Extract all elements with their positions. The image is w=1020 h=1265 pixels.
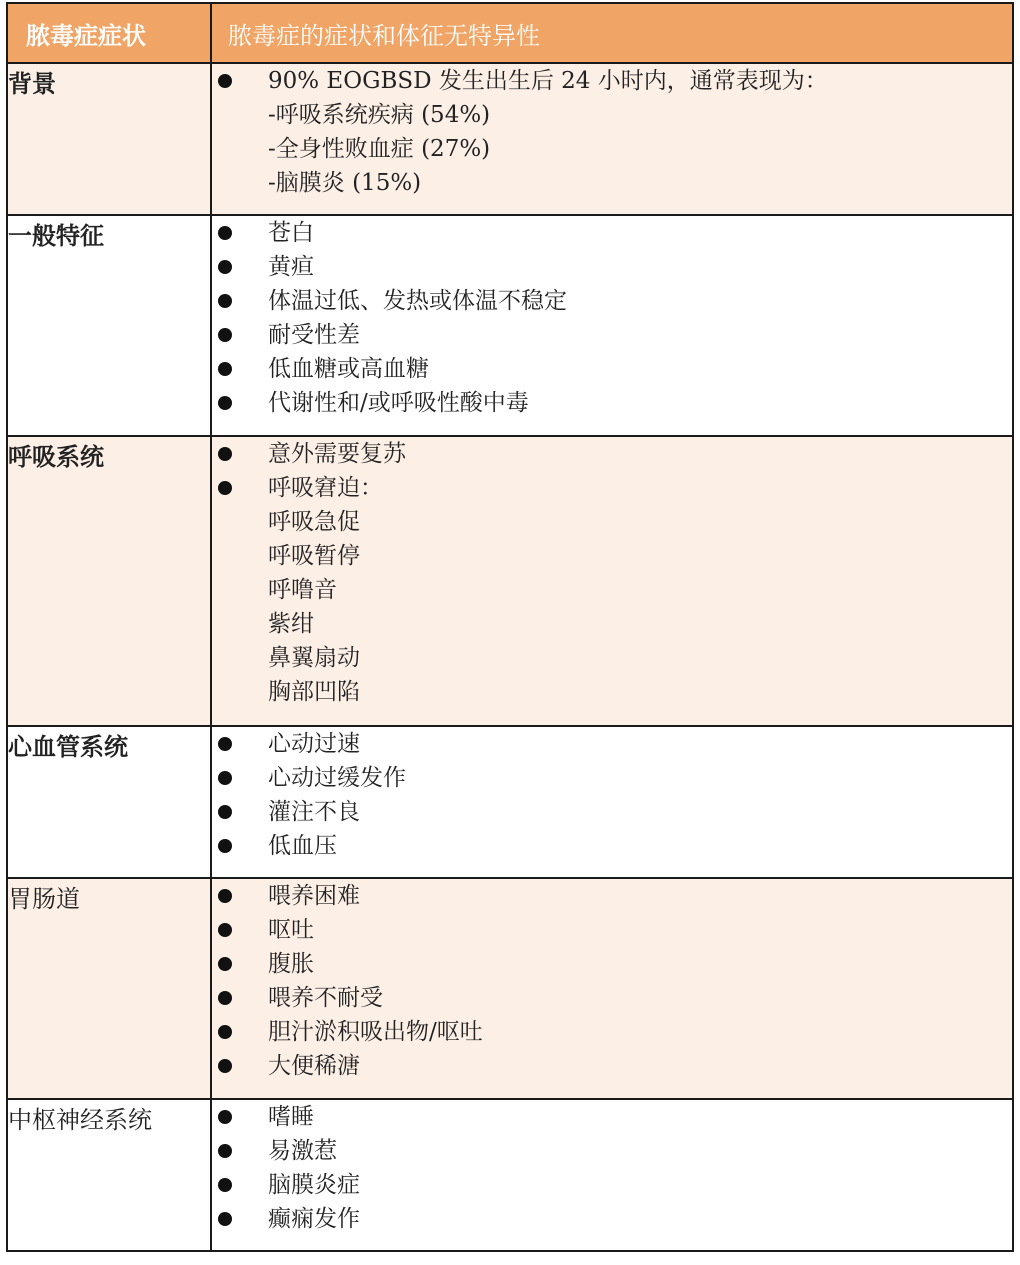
list-item bbox=[212, 913, 1012, 947]
bullet-icon bbox=[218, 74, 232, 88]
list-item-text: 易激惹 bbox=[268, 1138, 337, 1164]
list-item-text: 灌注不良 bbox=[268, 799, 360, 825]
list-item-text: 腹胀 bbox=[268, 951, 314, 977]
list-item-text: 嗜睡 bbox=[268, 1104, 314, 1130]
list-item-text: 体温过低、发热或体温不稳定 bbox=[268, 288, 567, 314]
category-cell: 背景 bbox=[7, 63, 211, 215]
bullet-icon bbox=[218, 737, 232, 751]
list-item-text: 代谢性和/或呼吸性酸中毒 bbox=[268, 390, 529, 416]
list-item bbox=[212, 1134, 1012, 1168]
category-cell: 心血管系统 bbox=[7, 726, 211, 878]
table-row bbox=[7, 1099, 1013, 1251]
header-description: 脓毒症的症状和体征无特异性 bbox=[211, 3, 1013, 63]
bullet-icon bbox=[218, 362, 232, 376]
bullet-icon bbox=[218, 991, 232, 1005]
bullet-icon bbox=[218, 447, 232, 461]
list-item bbox=[212, 505, 1012, 539]
list-item-text: -全身性败血症 (27%) bbox=[268, 136, 491, 162]
symptom-list-cell bbox=[211, 1099, 1013, 1251]
list-item-text: 喂养困难 bbox=[268, 883, 360, 909]
table-row bbox=[7, 878, 1013, 1099]
list-item-text: 喂养不耐受 bbox=[268, 985, 383, 1011]
list-item bbox=[212, 675, 1012, 709]
symptom-list-cell bbox=[211, 63, 1013, 215]
bullet-icon bbox=[218, 1144, 232, 1158]
bullet-icon bbox=[218, 1178, 232, 1192]
list-item bbox=[212, 947, 1012, 981]
list-item bbox=[212, 761, 1012, 795]
list-item bbox=[212, 1015, 1012, 1049]
table-row bbox=[7, 215, 1013, 436]
list-item bbox=[212, 132, 1012, 166]
list-item bbox=[212, 318, 1012, 352]
list-item bbox=[212, 795, 1012, 829]
list-item bbox=[212, 284, 1012, 318]
list-item-text: 呕吐 bbox=[268, 917, 314, 943]
list-item bbox=[212, 166, 1012, 200]
list-item-text: 90% EOGBSD 发生出生后 24 小时内，通常表现为： bbox=[268, 68, 828, 94]
list-item bbox=[212, 1049, 1012, 1083]
bullet-icon bbox=[218, 481, 232, 495]
symptom-table bbox=[6, 2, 1014, 1252]
list-item bbox=[212, 727, 1012, 761]
list-item-text: 呼吸窘迫： bbox=[268, 475, 383, 501]
bullet-icon bbox=[218, 771, 232, 785]
list-item bbox=[212, 352, 1012, 386]
table-row bbox=[7, 436, 1013, 726]
list-item bbox=[212, 1202, 1012, 1236]
list-item bbox=[212, 437, 1012, 471]
list-item-text: 大便稀溏 bbox=[268, 1053, 360, 1079]
bullet-icon bbox=[218, 260, 232, 274]
list-item-text: 脑膜炎症 bbox=[268, 1172, 360, 1198]
list-item-text: 胸部凹陷 bbox=[268, 679, 360, 705]
table-row bbox=[7, 63, 1013, 215]
bullet-icon bbox=[218, 226, 232, 240]
bullet-icon bbox=[218, 957, 232, 971]
list-item-text: 低血糖或高血糖 bbox=[268, 356, 429, 382]
list-item-text: 苍白 bbox=[268, 220, 314, 246]
bullet-icon bbox=[218, 923, 232, 937]
list-item-text: 耐受性差 bbox=[268, 322, 360, 348]
list-item bbox=[212, 1168, 1012, 1202]
list-item-text: 心动过速 bbox=[268, 731, 360, 757]
list-item bbox=[212, 573, 1012, 607]
bullet-icon bbox=[218, 889, 232, 903]
header-category: 脓毒症症状 bbox=[7, 3, 211, 63]
list-item-text: 意外需要复苏 bbox=[268, 441, 406, 467]
list-item-text: 鼻翼扇动 bbox=[268, 645, 360, 671]
list-item-text: -脑膜炎 (15%) bbox=[268, 170, 422, 196]
list-item-text: 呼吸暂停 bbox=[268, 543, 360, 569]
bullet-icon bbox=[218, 1212, 232, 1226]
bullet-icon bbox=[218, 1059, 232, 1073]
list-item-text: 心动过缓发作 bbox=[268, 765, 406, 791]
list-item bbox=[212, 216, 1012, 250]
bullet-icon bbox=[218, 294, 232, 308]
list-item bbox=[212, 1100, 1012, 1134]
bullet-icon bbox=[218, 328, 232, 342]
list-item bbox=[212, 641, 1012, 675]
list-item bbox=[212, 607, 1012, 641]
symptom-list-cell bbox=[211, 878, 1013, 1099]
category-cell: 呼吸系统 bbox=[7, 436, 211, 726]
list-item bbox=[212, 879, 1012, 913]
list-item bbox=[212, 471, 1012, 505]
bullet-icon bbox=[218, 396, 232, 410]
list-item-text: -呼吸系统疾病 (54%) bbox=[268, 102, 491, 128]
list-item bbox=[212, 64, 1012, 98]
list-item bbox=[212, 98, 1012, 132]
list-item bbox=[212, 250, 1012, 284]
bullet-icon bbox=[218, 805, 232, 819]
list-item bbox=[212, 539, 1012, 573]
bullet-icon bbox=[218, 1025, 232, 1039]
table-row bbox=[7, 726, 1013, 878]
list-item-text: 呼噜音 bbox=[268, 577, 337, 603]
list-item-text: 呼吸急促 bbox=[268, 509, 360, 535]
table-header-row bbox=[7, 3, 1013, 63]
category-cell: 中枢神经系统 bbox=[7, 1099, 211, 1251]
list-item-text: 紫绀 bbox=[268, 611, 314, 637]
list-item-text: 癫痫发作 bbox=[268, 1206, 360, 1232]
symptom-list-cell bbox=[211, 436, 1013, 726]
list-item bbox=[212, 386, 1012, 420]
symptom-list-cell bbox=[211, 726, 1013, 878]
list-item bbox=[212, 829, 1012, 863]
list-item-text: 胆汁淤积吸出物/呕吐 bbox=[268, 1019, 483, 1045]
list-item-text: 低血压 bbox=[268, 833, 337, 859]
symptom-list-cell bbox=[211, 215, 1013, 436]
bullet-icon bbox=[218, 1110, 232, 1124]
category-cell: 胃肠道 bbox=[7, 878, 211, 1099]
list-item-text: 黄疸 bbox=[268, 254, 314, 280]
category-cell: 一般特征 bbox=[7, 215, 211, 436]
table-body bbox=[7, 63, 1013, 1251]
bullet-icon bbox=[218, 839, 232, 853]
list-item bbox=[212, 981, 1012, 1015]
